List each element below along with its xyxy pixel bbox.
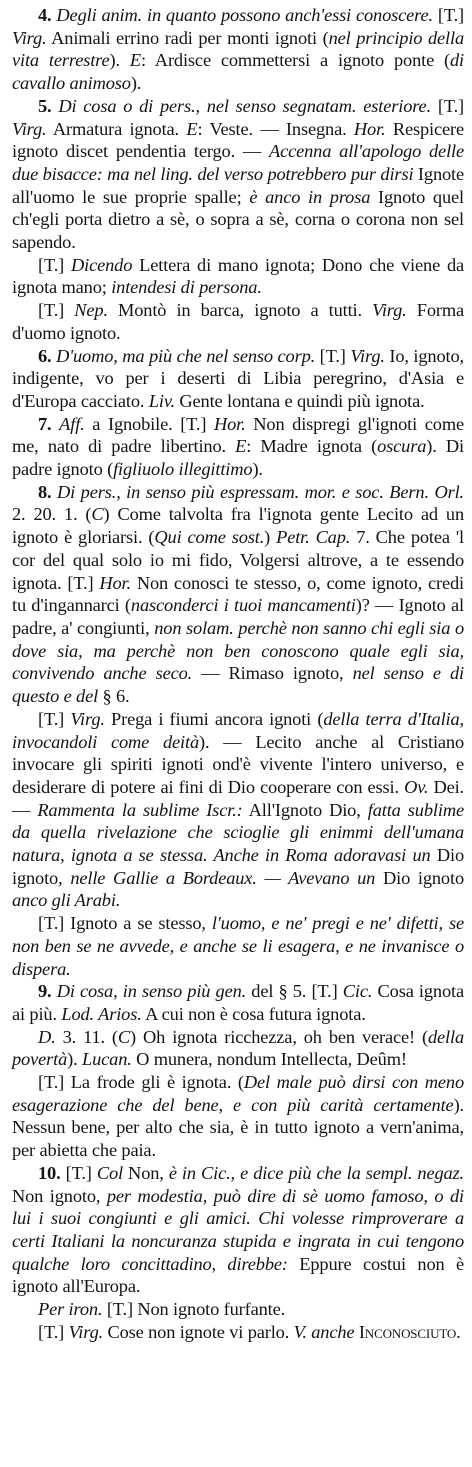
entry-text-run: Io, ignoto, indigente, vo per i deserti di Libia peregrino, d'Asia e d'Europa cacciato. bbox=[12, 345, 464, 411]
entry-text-run: Di cosa, in senso più gen. bbox=[56, 981, 247, 1002]
entry-text-run: ). bbox=[252, 459, 263, 480]
entry-text-run: Virg. bbox=[372, 300, 407, 321]
entry-text-run: ). — Lecito anche al Cristiano invocare gli spiriti ignoti ond'è vivente l'intero universo, e desiderare di potere ai fini di Dio cooperare con essi. bbox=[12, 731, 465, 797]
entry-text-run: Per iron. bbox=[38, 1299, 103, 1320]
dictionary-entry-sense-10-b bbox=[12, 1321, 464, 1344]
entry-text-run: Non dispregi gl'ignoti come me, nato di padre libertino. bbox=[12, 413, 464, 457]
entry-text-run: Cosa ignota ai più. bbox=[12, 981, 464, 1024]
entry-text-run: oscura bbox=[377, 436, 427, 457]
sense-number: 4. bbox=[38, 5, 57, 25]
entry-text-run: ) Oh ignota ricchezza, oh ben verace! ( bbox=[130, 1026, 428, 1047]
entry-text-run: Ignote all'uomo le sue proprie spalle; bbox=[12, 163, 465, 207]
entry-text-run: Forma d'uomo ignoto. bbox=[12, 300, 465, 343]
entry-text-run: è in Cic., e dice più che la sempl. negaz. bbox=[168, 1162, 464, 1183]
entry-text-run: [T.] bbox=[432, 5, 464, 25]
entry-text-run: Lucan. bbox=[82, 1049, 132, 1070]
entry-text-run: D'uomo, ma più che nel senso corp. bbox=[56, 345, 316, 366]
entry-text-run: Hor. bbox=[353, 118, 386, 139]
sense-number: 10. bbox=[38, 1162, 66, 1183]
entry-text-run: : Ardisce commettersi a ignoto ponte ( bbox=[140, 50, 450, 71]
entry-text-run: Dio ignoto bbox=[375, 867, 464, 888]
entry-text-run: Di pers., in senso più espressam. mor. e soc. Bern. Orl. bbox=[57, 481, 464, 502]
entry-text-run: Eppure costui non è ignoto all'Europa. bbox=[12, 1253, 464, 1297]
entry-text-run: [T.] bbox=[38, 300, 75, 321]
dictionary-entry-sense-5-a bbox=[12, 254, 464, 299]
entry-text-run: [T.] Non ignoto furfante. bbox=[102, 1299, 286, 1320]
dictionary-entry-sense-9-b bbox=[12, 1071, 464, 1162]
entry-text-run: di cavallo animoso bbox=[12, 50, 464, 94]
entry-text-run: nelle Gallie a Bordeaux. — Avevano un bbox=[70, 867, 376, 888]
dictionary-entry-sense-8-a bbox=[12, 708, 464, 912]
entry-text-run: Col bbox=[96, 1162, 123, 1183]
dictionary-entry-sense-9-a bbox=[12, 1026, 464, 1071]
entry-text-run: All'Ignoto Dio, bbox=[242, 799, 368, 820]
entry-text-run: Virg. bbox=[68, 1321, 104, 1342]
entry-text-run: Lettera di mano ignota; Dono che viene da ignota mano; bbox=[12, 254, 465, 298]
entry-text-run: Non ignoto, bbox=[12, 1185, 107, 1206]
entry-text-run: Virg. bbox=[70, 708, 105, 729]
entry-text-run: 2. 20. 1. ( bbox=[12, 504, 92, 525]
dictionary-entry-sense-7 bbox=[12, 413, 464, 481]
entry-text-run: [T.] bbox=[38, 1321, 69, 1342]
entry-text-run: Non conosci te stesso, o, come ignoto, credi tu d'ingannarci ( bbox=[12, 572, 464, 616]
entry-text-run: D. bbox=[38, 1026, 56, 1047]
entry-text-run: [T.] Ignoto a se stesso, bbox=[38, 913, 212, 934]
dictionary-entry-sense-9 bbox=[12, 980, 464, 1025]
entry-text-run: C bbox=[91, 504, 104, 525]
sense-number: 9. bbox=[38, 981, 57, 1002]
entry-text-run: nel senso e di questo e del bbox=[12, 663, 464, 707]
entry-text-run: E bbox=[129, 50, 141, 71]
entry-text-run: Aff. bbox=[59, 413, 85, 434]
entry-text-run: Rammenta la sublime Iscr.: bbox=[37, 799, 243, 820]
dictionary-entry-sense-8-b bbox=[12, 912, 464, 980]
dictionary-entry-sense-10 bbox=[12, 1162, 464, 1298]
entry-text-run: [T.] bbox=[431, 95, 464, 116]
entry-text-run: Montò in barca, ignoto a tutti. bbox=[107, 300, 373, 321]
entry-text-run: Hor. bbox=[99, 572, 131, 593]
entry-text-run: ). bbox=[130, 73, 142, 94]
entry-text-run: Virg. bbox=[12, 118, 47, 139]
entry-text-run: — Rimaso ignoto, bbox=[192, 663, 353, 684]
entry-text-run: [T.] La frode gli è ignota. ( bbox=[38, 1072, 244, 1093]
entry-text-run: )? — Ignoto al padre, a' congiunti, bbox=[12, 595, 464, 638]
entry-text-run: Lod. Arios. bbox=[61, 1003, 142, 1024]
entry-text-run: [T.] bbox=[65, 1162, 97, 1183]
entry-text-run: Prega i fiumi ancora ignoti ( bbox=[104, 708, 324, 729]
entry-text-run: Ignoto quel ch'egli porta dietro a sè, o sopra a sè, corna o corona non sel sapendo. bbox=[12, 186, 464, 253]
dictionary-entry-sense-4 bbox=[12, 4, 464, 95]
entry-text-run: [T.] bbox=[38, 708, 71, 729]
entry-text-run: Cic. bbox=[342, 981, 373, 1002]
entry-text-run: Di cosa o di pers., nel senso segnatam. esteriore. bbox=[58, 95, 432, 116]
entry-text-run: Cose non ignote vi parlo. bbox=[103, 1321, 294, 1342]
entry-text-run: § 6. bbox=[98, 686, 130, 707]
entry-text-run: nel principio della vita terrestre bbox=[12, 27, 465, 71]
entry-text-run: Respicere ignoto discet pendentia tergo. — bbox=[12, 118, 464, 162]
entry-text-run: ). bbox=[109, 50, 130, 71]
entry-text-run: Degli anim. in quanto possono anch'essi conoscere. bbox=[56, 5, 433, 25]
entry-text-run: ). Di padre ignoto ( bbox=[12, 436, 464, 480]
entry-text-run: Gente lontana e quindi più ignota. bbox=[174, 390, 425, 411]
dictionary-entry-sense-5-b bbox=[12, 299, 464, 344]
entry-text-run: figliuolo illegittimo bbox=[113, 459, 253, 480]
dictionary-entry-sense-8 bbox=[12, 481, 464, 708]
entry-text-run: non solam. perchè non sanno chi egli sia o dove sia, ma perchè non ben conoscono quale egli sia, convivendo anche seco. bbox=[12, 617, 465, 684]
entry-text-run: 7. Che potea 'l cor del qual solo io mi fido, Volgersi altrove, a te essendo ignota. [T.] bbox=[12, 527, 464, 593]
entry-text-run: Virg. bbox=[350, 345, 385, 366]
entry-text-run: Liv. bbox=[148, 390, 175, 411]
entry-text-run: [T.] bbox=[38, 254, 71, 275]
entry-text-run: Dicendo bbox=[71, 254, 133, 275]
entry-text-run: è anco in prosa bbox=[249, 186, 371, 207]
entry-text-run: V. anche bbox=[293, 1321, 355, 1342]
entry-text-run: Dio ignoto, bbox=[12, 845, 464, 888]
entry-text-run: Petr. Cap. bbox=[276, 527, 351, 548]
entry-text-run: A cui non è cosa futura ignota. bbox=[141, 1003, 366, 1024]
dictionary-entry-sense-5 bbox=[12, 95, 464, 254]
dictionary-entry-sense-10-a bbox=[12, 1298, 464, 1321]
entry-text-run: ). bbox=[67, 1049, 83, 1070]
entry-text-run: Dei. — bbox=[12, 776, 465, 820]
entry-text-run: ) bbox=[264, 527, 277, 548]
entry-text-run: Qui come sost. bbox=[154, 527, 265, 548]
entry-text-run: ). Nessun bene, per alto che sia, è in tutto ignoto a vern'anima, per abietta che paia. bbox=[12, 1094, 464, 1161]
entry-text-run: Virg. bbox=[12, 27, 47, 48]
entry-text-run: Nep. bbox=[74, 300, 108, 321]
sense-number: 5. bbox=[38, 95, 59, 116]
entry-text-run: anco gli Arabi. bbox=[12, 890, 121, 911]
entry-text-run: per modestia, può dire di sè uomo famoso, o di lui i suoi congiunti e gli amici. Chi volesse rimproverare a certi Italiani la noncuranza stupida e ingrata in cui tengono qualche loro concittadino, direbbe: bbox=[12, 1185, 465, 1274]
entry-text-run: Ov. bbox=[404, 776, 429, 797]
entry-text-run: fatta sublime da quella rivelazione che scioglie gli enimmi dell'umana natura, ignota a se stessa. Anche in Roma adoravasi un bbox=[12, 799, 464, 866]
entry-text-run: della povertà bbox=[12, 1026, 464, 1070]
sense-number: 7. bbox=[38, 413, 60, 434]
entry-text-run: della terra d'Italia, invocandoli come deità bbox=[12, 708, 465, 752]
entry-text-run: nasconderci i tuoi mancamenti bbox=[130, 595, 356, 616]
entry-text-run: 3. 11. ( bbox=[55, 1026, 118, 1047]
entry-text-run: : Veste. — Insegna. bbox=[197, 118, 354, 139]
entry-text-run: a Ignobile. [T.] bbox=[84, 413, 214, 434]
entry-text-run: E bbox=[186, 118, 198, 139]
entry-text-run: Accenna all'apologo delle due bisacce: ma nel ling. del verso potrebbero pur dirsi bbox=[12, 141, 464, 184]
sense-number: 6. bbox=[38, 345, 57, 366]
entry-text-run: O munera, nondum Intellecta, Deûm! bbox=[131, 1049, 407, 1070]
entry-text-run: [T.] bbox=[315, 345, 351, 366]
entry-text-run: Hor. bbox=[214, 413, 246, 434]
entry-text-run: Inconosciuto. bbox=[358, 1321, 461, 1342]
entry-text-run: ) Come talvolta fra l'ignota gente Lecito ad un ignoto è gloriarsi. ( bbox=[12, 504, 464, 548]
entry-text-run: Non, bbox=[122, 1162, 169, 1183]
entry-text-run: Animali errino radi per monti ignoti ( bbox=[46, 27, 329, 48]
sense-number: 8. bbox=[38, 481, 58, 502]
entry-text-run: C bbox=[117, 1026, 131, 1047]
entry-text-run: Armatura ignota. bbox=[46, 118, 187, 139]
entry-text-run: : Madre ignota ( bbox=[246, 436, 378, 457]
entry-text-run: del § 5. [T.] bbox=[246, 981, 343, 1002]
entry-text-run: E bbox=[235, 436, 247, 457]
entry-text-run: Del male può dirsi con meno esagerazione che del bene, e con più carità certamente bbox=[12, 1072, 464, 1115]
entry-text-run: intendesi di persona. bbox=[111, 277, 262, 298]
entry-text-run: l'uomo, e ne' pregi e ne' difetti, se non ben se ne avvede, e anche se li esagera, e ne invanisce o dispera. bbox=[12, 913, 464, 979]
dictionary-entry-sense-6 bbox=[12, 345, 464, 413]
